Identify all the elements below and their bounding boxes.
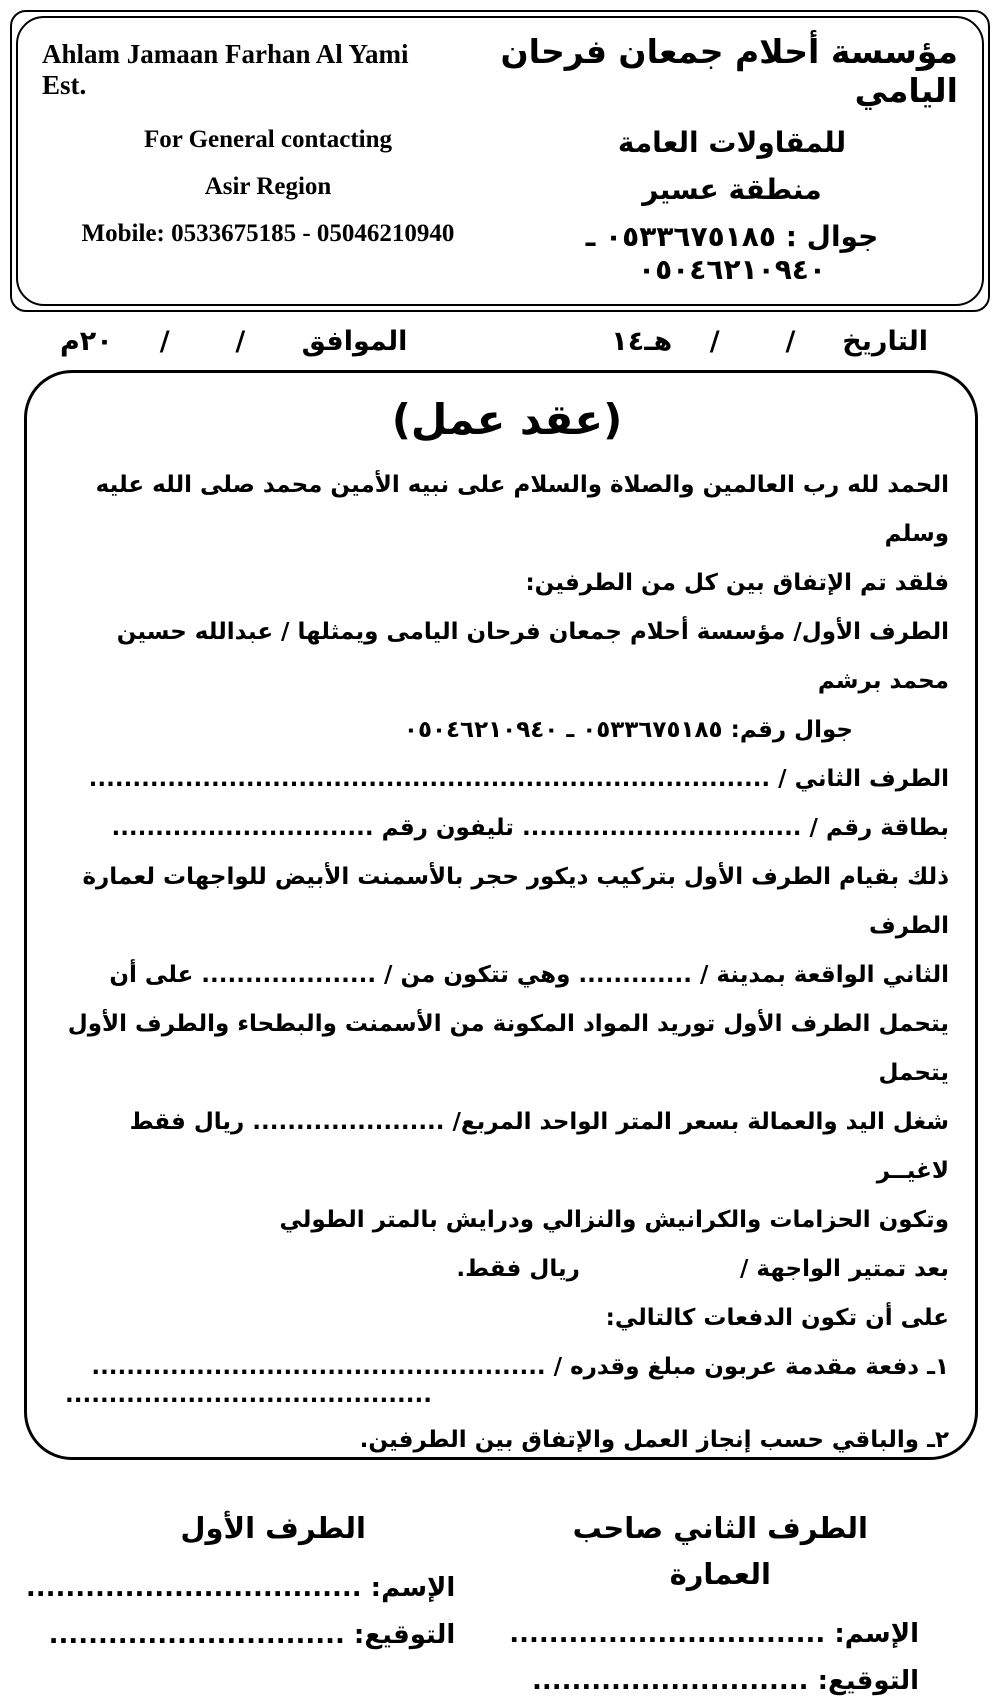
contract-line-materials: يتحمل الطرف الأول توريد المواد المكونة من الأسمنت والبطحاء والطرف الأول يتحمل [59, 1011, 949, 1086]
first-party-name-line: الإسم: .................................. [25, 1573, 456, 1603]
region-english: Asir Region [204, 173, 332, 200]
contract-line-payment-2: ٢ـ والباقي حسب إنجاز العمل والإتفاق بين الطرفين. [359, 1427, 949, 1453]
first-party-title: الطرف الأول [180, 1511, 366, 1545]
first-party-signature-block [25, 1505, 456, 1705]
region-row [36, 173, 964, 206]
second-party-title: الطرف الثاني صاحب العمارة [572, 1511, 868, 1591]
contract-line-preamble: الحمد لله رب العالمين والصلاة والسلام على نبيه الأمين محمد صلى الله عليه وسلم [87, 472, 949, 547]
letterhead-inner-frame [16, 16, 984, 306]
contract-line-second-party-blank: الطرف الثاني / .............................................................................. [88, 766, 949, 792]
contract-line-scope-2-city-blank: الثاني الواقعة بمدينة / ............. وهي تتكون من / .................... على أن [109, 962, 949, 988]
company-name-arabic: مؤسسة أحلام جمعان فرحان اليامي [500, 32, 958, 110]
contract-line-payment-1-dots-continuation: .......................................... [65, 1382, 432, 1408]
company-name-english: Ahlam Jamaan Farhan Al Yami Est. [42, 39, 409, 100]
date-gregorian: الموافق / / ٢٠م [60, 325, 408, 357]
second-party-signature-line: التوقيع: ............................ [532, 1666, 919, 1696]
contract-line-facade-measure: بعد تمتير الواجهة / ريال فقط. [456, 1256, 949, 1282]
tagline-arabic: للمقاولات العامة [617, 126, 847, 159]
contract-line-first-party-phone: جوال رقم: ٠٥٣٣٦٧٥١٨٥ ـ ٠٥٠٤٦٢١٠٩٤٠ [403, 717, 853, 743]
letterhead [10, 10, 990, 312]
contract-line-payments-intro: على أن تكون الدفعات كالتالي: [605, 1305, 949, 1331]
contract-line-first-party: الطرف الأول/ مؤسسة أحلام جمعان فرحان اليامى ويمثلها / عبدالله حسين محمد برشم [108, 619, 949, 694]
contract-line-labor-price-blank: شغل اليد والعمالة بسعر المتر الواحد المربع/ ...................... ريال فقط لاغيــر [121, 1109, 949, 1184]
contract-title: (عقد عمل) [391, 395, 623, 444]
contract-line-payment-1-blank: ١ـ دفعة مقدمة عربون مبلغ وقدره / .................................................... [91, 1354, 949, 1380]
second-party-name-line: الإسم: ................................ [509, 1619, 919, 1649]
tagline-english: For General contacting [143, 126, 393, 153]
date-row [10, 312, 990, 370]
contract-box [24, 370, 978, 1696]
contract-line-agreement-intro: فلقد تم الإتفاق بين كل من الطرفين: [525, 570, 949, 596]
mobile-row [36, 220, 964, 286]
region-arabic: منطقة عسير [642, 173, 822, 206]
signature-section [25, 1505, 949, 1705]
company-name-row [36, 28, 964, 112]
second-party-signature-block [509, 1505, 919, 1705]
date-hijri: التاريخ / / هـ١٤ [611, 325, 928, 357]
mobile-numbers-arabic: جوال : ٠٥٣٣٦٧٥١٨٥ ـ ٠٥٠٤٦٢١٠٩٤٠ [585, 220, 879, 286]
mobile-numbers-english: Mobile: 0533675185 - 05046210940 [81, 220, 455, 247]
tagline-row [36, 126, 964, 159]
contract-line-id-and-phone-blank: بطاقة رقم / ................................ تليفون رقم .............................. [111, 815, 949, 841]
contract-line-cornices: وتكون الحزامات والكرانيش والنزالي ودرايش بالمتر الطولي [279, 1207, 949, 1233]
first-party-signature-line: التوقيع: .............................. [48, 1620, 456, 1650]
contract-line-scope-1: ذلك بقيام الطرف الأول بتركيب ديكور حجر بالأسمنت الأبيض للواجهات لعمارة الطرف [74, 864, 949, 939]
